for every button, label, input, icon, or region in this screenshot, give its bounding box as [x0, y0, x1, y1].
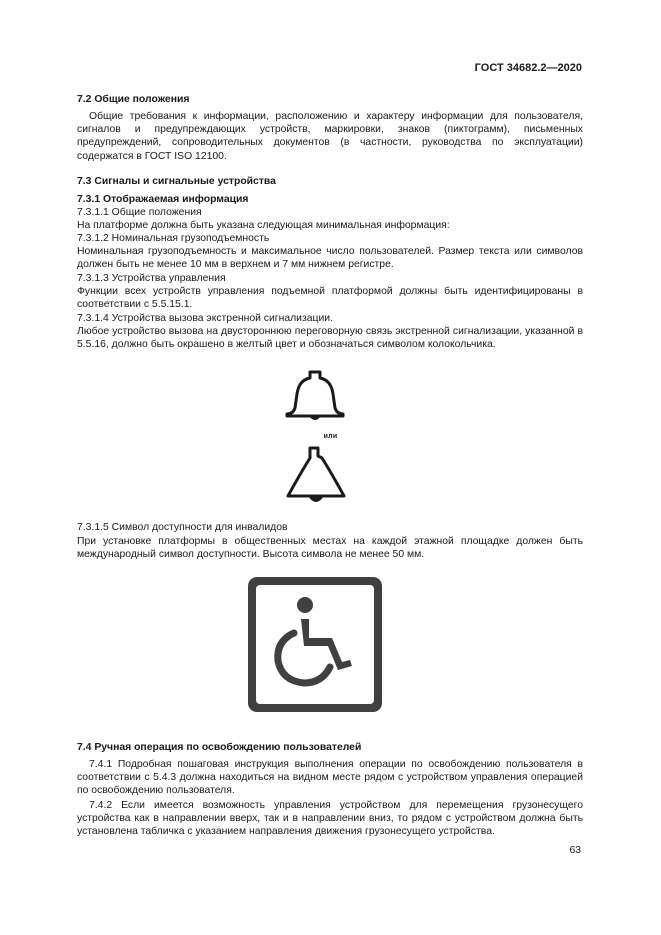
section-7-4-1-text: 7.4.1 Подробная пошаговая инструкция выполнения операции по освобождению пользователя в соответствии с 5.4.3 должна находиться на видном месте рядом с устройством управления операцией по освобождению пользователя.	[77, 759, 583, 797]
bell-or-label: или	[323, 433, 338, 440]
section-7-3-1-3-title: 7.3.1.3 Устройства управления	[77, 273, 226, 284]
wheelchair-accessibility-icon	[246, 575, 384, 714]
section-7-3-1-5-text: При установке платформы в общественных местах на каждой этажной площадке должен быть международный символ доступности. Высота символа не менее 50 мм.	[77, 536, 583, 561]
section-7-4-title: 7.4 Ручная операция по освобождению пользователей	[77, 742, 362, 753]
section-7-3-1-1-title: 7.3.1.1 Общие положения	[77, 207, 202, 218]
section-7-3-1-3-text: Функции всех устройств управления подъемной платформой должны быть идентифицированы в соответствии с 5.5.15.1.	[77, 286, 583, 311]
section-7-3-1-5-title: 7.3.1.5 Символ доступности для инвалидов	[77, 522, 288, 533]
page-number: 63	[569, 845, 581, 856]
document-id: ГОСТ 34682.2—2020	[474, 62, 582, 74]
section-7-4-2-text: 7.4.2 Если имеется возможность управления устройством для перемещения грузонесущего устройства как в направлении вверх, так и в направлении вниз, то рядом с устройством должна быть установлена табличка с указанием направления движения грузонесущего устройства.	[77, 800, 583, 838]
section-7-3-1-2-text: Номинальная грузоподъемность и максимальное число пользователей. Размер текста или символов должен быть не менее 10 мм в верхнем и 7 мм нижнем регистре.	[77, 246, 583, 271]
section-7-2-paragraph: Общие требования к информации, расположению и характеру информации для пользователя, сигналов и предупреждающих устройств, маркировки, знаков (пиктограмм), письменных предупреждений, сопроводительных документов (в частности, руководства по эксплуатации) содержатся в ГОСТ ISO 12100.	[77, 111, 583, 162]
section-7-3-1-4-title: 7.3.1.4 Устройства вызова экстренной сигнализации.	[77, 313, 333, 324]
section-7-3-title: 7.3 Сигналы и сигнальные устройства	[77, 176, 276, 187]
section-7-3-1-1-text: На платформе должна быть указана следующая минимальная информация:	[77, 220, 450, 231]
bell-cone-icon	[282, 446, 350, 506]
section-7-2-title: 7.2 Общие положения	[77, 94, 190, 105]
section-7-3-1-title: 7.3.1 Отображаемая информация	[77, 194, 249, 205]
bell-outline-icon	[283, 368, 347, 424]
section-7-3-1-4-text: Любое устройство вызова на двустороннюю переговорную связь экстренной сигнализации, указанной в 5.5.16, должно быть окрашено в желтый цвет и обозначаться символом колокольчика.	[77, 326, 583, 351]
section-7-3-1-2-title: 7.3.1.2 Номинальная грузоподъемность	[77, 233, 270, 244]
